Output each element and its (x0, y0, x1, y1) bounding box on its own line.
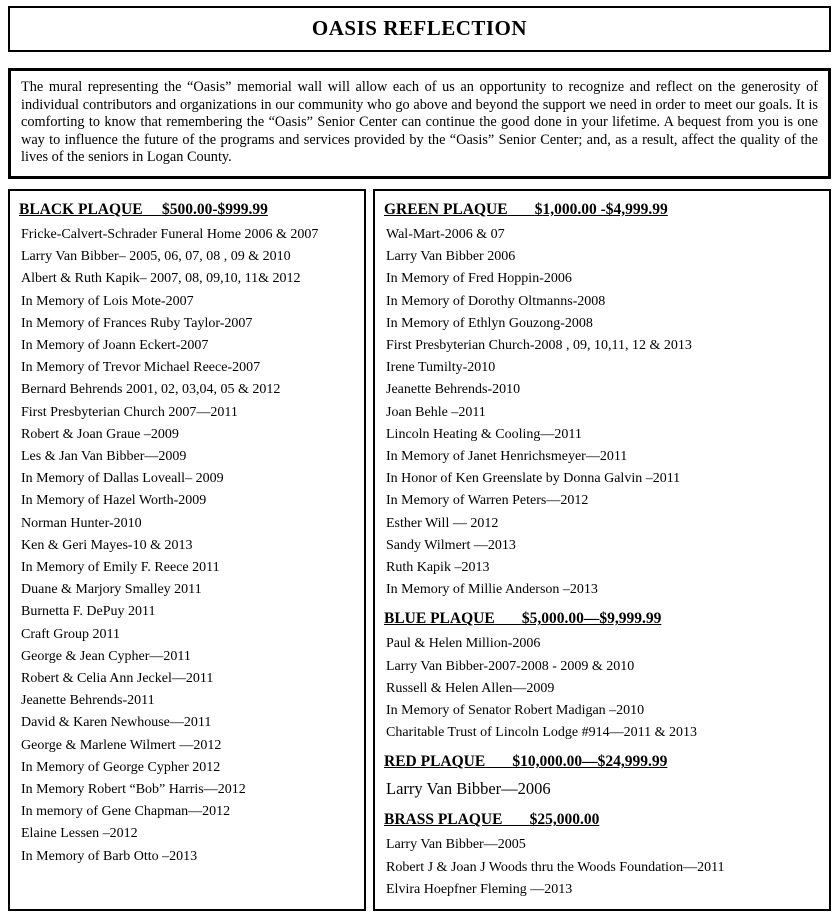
list-item: Ruth Kapik –2013 (386, 560, 490, 576)
plaque-heading (384, 753, 821, 771)
plaque-columns (8, 189, 831, 911)
list-item: First Presbyterian Church-2008 , 09, 10,11, 12 & 2013 (386, 337, 692, 353)
list-item: Burnetta F. DePuy 2011 (21, 604, 156, 620)
list-item: Irene Tumilty-2010 (386, 360, 496, 376)
list-item: Duane & Marjory Smalley 2011 (21, 582, 202, 598)
list-item: Charitable Trust of Lincoln Lodge #914—2011 & 2013 (386, 725, 697, 741)
plaque-heading-line (384, 201, 668, 218)
intro-box (8, 68, 831, 179)
plaque-range: $10,000.00—$24,999.99 (512, 753, 668, 771)
list-item: Larry Van Bibber– 2005, 06, 07, 08 , 09 & 2010 (21, 249, 291, 265)
list-item: Wal-Mart-2006 & 07 (386, 226, 505, 242)
intro-paragraph: The mural representing the “Oasis” memorial wall will allow each of us an opportunity to recognize and reflect on the generosity of individual contributors and organizations in our community who go above and beyond the support we need in order to meet our goals. It is comforting to know that remembering the “Oasis” Senior Center can continue the good done in your lifetime. A bequest from you is one way to influence the future of the programs and services provided by the “Oasis” Senior Center; and, as a result, affect the quality of the lives of the seniors in Logan County. (21, 79, 818, 166)
heading-gap (143, 201, 162, 218)
list-item: Norman Hunter-2010 (21, 515, 142, 531)
title-box (8, 6, 831, 52)
list-item: Larry Van Bibber 2006 (386, 249, 516, 265)
list-item: In Memory Robert “Bob” Harris—2012 (21, 782, 246, 798)
plaque-heading-line (384, 811, 599, 828)
list-item: Esther Will — 2012 (386, 515, 499, 531)
list-item: In Memory of Frances Ruby Taylor-2007 (21, 315, 253, 331)
list-item: In Memory of Barb Otto –2013 (21, 848, 198, 864)
plaque-name: GREEN PLAQUE (384, 200, 508, 218)
list-item: Jeanette Behrends-2011 (21, 693, 155, 709)
list-item: David & Karen Newhouse—2011 (21, 715, 212, 731)
plaque-name: BLUE PLAQUE (384, 610, 495, 628)
list-item: Lincoln Heating & Cooling—2011 (386, 426, 582, 442)
list-item: In Memory of Emily F. Reece 2011 (21, 560, 220, 576)
list-item: In Memory of Dallas Loveall– 2009 (21, 471, 224, 487)
plaque-heading (384, 610, 821, 628)
list-item: In Memory of Fred Hoppin-2006 (386, 271, 572, 287)
list-item: Robert & Joan Graue –2009 (21, 426, 179, 442)
list-item: First Presbyterian Church 2007—2011 (21, 404, 238, 420)
list-item: In Memory of Trevor Michael Reece-2007 (21, 360, 261, 376)
list-item: In Memory of Millie Anderson –2013 (386, 582, 598, 598)
list-item: George & Jean Cypher—2011 (21, 648, 191, 664)
plaque-range: $1,000.00 -$4,999.99 (534, 200, 668, 218)
plaque-heading-line (384, 753, 667, 770)
list-item: Larry Van Bibber—2006 (386, 779, 551, 799)
list-item: In Memory of Dorothy Oltmanns-2008 (386, 293, 606, 309)
list-item: Fricke-Calvert-Schrader Funeral Home 2006 & 2007 (21, 226, 319, 242)
list-item: In Memory of Joann Eckert-2007 (21, 337, 209, 353)
list-item: Elaine Lessen –2012 (21, 826, 138, 842)
plaque-entries (381, 834, 821, 901)
list-item: In Memory of Hazel Worth-2009 (21, 493, 207, 509)
heading-gap (485, 753, 512, 770)
list-item: Russell & Helen Allen—2009 (386, 680, 555, 696)
heading-gap (495, 610, 522, 627)
plaque-name: BRASS PLAQUE (384, 811, 503, 829)
list-item: In Memory of Senator Robert Madigan –2010 (386, 703, 645, 719)
list-item: Robert & Celia Ann Jeckel—2011 (21, 671, 214, 687)
plaque-heading-black (19, 201, 358, 219)
plaque-range: $5,000.00—$9,999.99 (521, 610, 662, 628)
plaque-range: $500.00-$999.99 (161, 200, 268, 218)
plaque-range: $25,000.00 (529, 811, 600, 829)
list-item: Joan Behle –2011 (386, 404, 486, 420)
list-item: In Memory of Warren Peters—2012 (386, 493, 589, 509)
list-item: In memory of Gene Chapman—2012 (21, 804, 231, 820)
heading-gap (508, 201, 535, 218)
page-title: OASIS REFLECTION (311, 16, 528, 40)
list-item: Larry Van Bibber-2007-2008 - 2009 & 2010 (386, 658, 635, 674)
list-item: In Memory of Lois Mote-2007 (21, 293, 194, 309)
list-item: Bernard Behrends 2001, 02, 03,04, 05 & 2012 (21, 382, 281, 398)
list-item: In Honor of Ken Greenslate by Donna Galvin –2011 (386, 471, 681, 487)
list-item: Albert & Ruth Kapik– 2007, 08, 09,10, 11& 2012 (21, 271, 301, 287)
plaque-name: BLACK PLAQUE (19, 200, 143, 218)
plaque-entries (381, 633, 821, 744)
list-item: In Memory of George Cypher 2012 (21, 759, 221, 775)
list-item: Les & Jan Van Bibber—2009 (21, 449, 187, 464)
plaque-entries (381, 224, 821, 601)
heading-gap (502, 811, 529, 828)
right-plaque-column (373, 189, 831, 911)
list-item: Paul & Helen Million-2006 (386, 636, 541, 652)
list-item: In Memory of Ethlyn Gouzong-2008 (386, 315, 593, 331)
plaque-heading (384, 811, 821, 829)
list-item: Robert J & Joan J Woods thru the Woods Foundation—2011 (386, 859, 725, 875)
list-item: Ken & Geri Mayes-10 & 2013 (21, 537, 193, 553)
plaque-heading (384, 201, 821, 219)
plaque-name: RED PLAQUE (384, 753, 486, 771)
plaque-entries (381, 776, 821, 802)
list-item: In Memory of Janet Henrichsmeyer—2011 (386, 449, 628, 464)
black-plaque-entries (16, 224, 358, 868)
list-item: George & Marlene Wilmert —2012 (21, 737, 222, 753)
list-item: Sandy Wilmert —2013 (386, 537, 516, 553)
list-item: Craft Group 2011 (21, 626, 121, 642)
plaque-heading-line (19, 201, 268, 218)
list-item: Elvira Hoepfner Fleming —2013 (386, 881, 573, 897)
list-item: Larry Van Bibber—2005 (386, 837, 526, 853)
plaque-heading-line (384, 610, 661, 627)
black-plaque-column (8, 189, 366, 911)
list-item: Jeanette Behrends-2010 (386, 382, 521, 398)
